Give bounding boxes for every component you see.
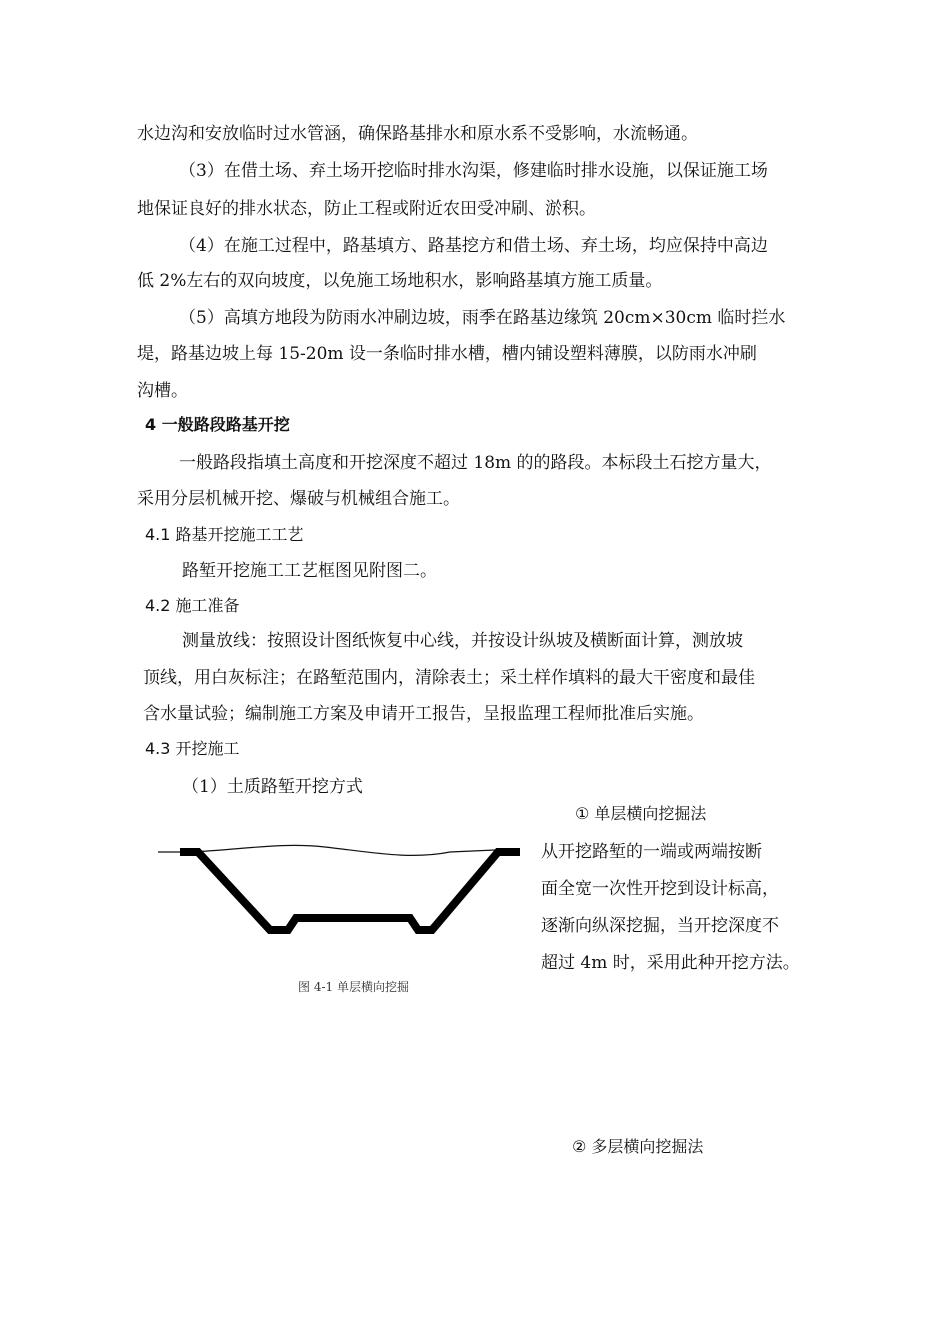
paragraph-line: 沟槽。 [137, 381, 188, 401]
method-text-line: 面全宽一次性开挖到设计标高， [541, 879, 779, 899]
method-text-line: 逐渐向纵深挖掘，当开挖深度不 [541, 916, 779, 936]
paragraph-line: 一般路段指填土高度和开挖深度不超过 18m 的的路段。本标段土石挖方量大， [179, 453, 772, 473]
method-text-line: 从开挖路堑的一端或两端按断 [541, 842, 762, 862]
section-heading-4: 4 一般路段路基开挖 [145, 415, 290, 434]
paragraph-line: 堤，路基边坡上每 15-20m 设一条临时排水槽，槽内铺设塑料薄膜，以防雨水冲刷 [137, 344, 757, 364]
method-text-line: 超过 4m 时，采用此种开挖方法。 [541, 953, 800, 973]
paragraph-line: （4）在施工过程中，路基填方、路基挖方和借土场、弃土场，均应保持中高边 [179, 236, 768, 256]
ground-line [158, 845, 495, 855]
method-title-1: ① 单层横向挖掘法 [575, 804, 707, 823]
section-heading-4-1: 4.1 路基开挖施工工艺 [145, 525, 304, 544]
section-heading-4-3: 4.3 开挖施工 [145, 739, 240, 758]
paragraph-line: （5）高填方地段为防雨水冲刷边坡，雨季在路基边缘筑 20cm×30cm 临时拦水 [179, 308, 786, 328]
paragraph-line: 测量放线：按照设计图纸恢复中心线，并按设计纵坡及横断面计算，测放坡 [182, 631, 743, 651]
paragraph-line: 低 2%左右的双向坡度，以免施工场地积水，影响路基填方施工质量。 [137, 271, 663, 291]
cut-profile [180, 852, 520, 930]
paragraph-line: 顶线，用白灰标注；在路堑范围内，清除表土；采土样作填料的最大干密度和最佳 [143, 668, 755, 688]
list-item: （1）土质路堑开挖方式 [182, 777, 363, 797]
section-heading-4-2: 4.2 施工准备 [145, 596, 240, 615]
paragraph-line: 含水量试验；编制施工方案及申请开工报告，呈报监理工程师批准后实施。 [143, 704, 704, 724]
paragraph-line: 水边沟和安放临时过水管涵，确保路基排水和原水系不受影响，水流畅通。 [137, 124, 698, 144]
excavation-cross-section-figure [150, 830, 530, 945]
paragraph-line: （3）在借土场、弃土场开挖临时排水沟渠，修建临时排水设施，以保证施工场 [179, 161, 768, 181]
method-title-2: ② 多层横向挖掘法 [572, 1137, 704, 1156]
paragraph-line: 采用分层机械开挖、爆破与机械组合施工。 [137, 489, 460, 509]
paragraph-line: 路堑开挖施工工艺框图见附图二。 [182, 561, 437, 581]
figure-caption: 图 4-1 单层横向挖掘 [298, 980, 409, 994]
paragraph-line: 地保证良好的排水状态，防止工程或附近农田受冲刷、淤积。 [137, 199, 596, 219]
